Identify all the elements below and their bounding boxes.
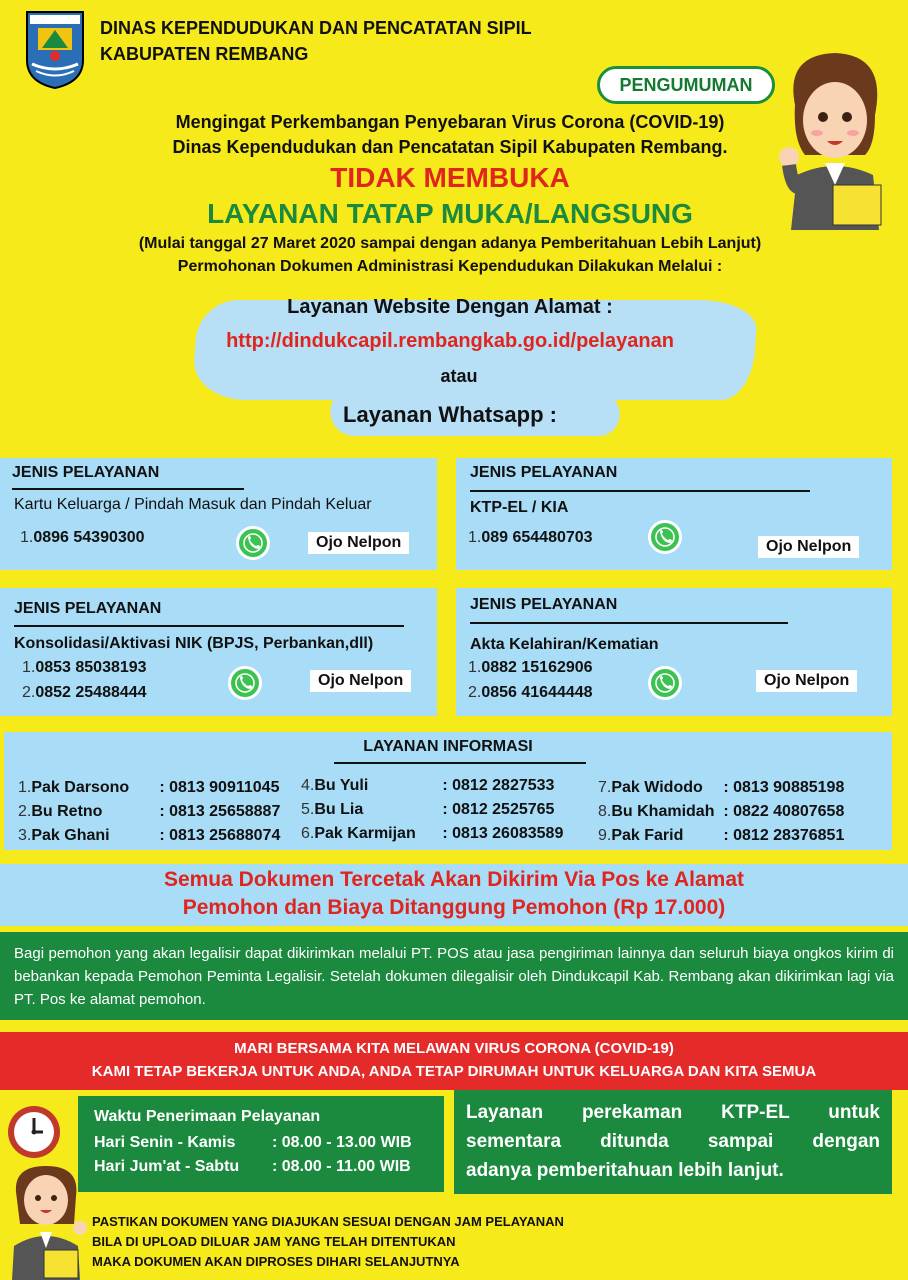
phone-number[interactable]: : 0812 2827533 bbox=[442, 777, 555, 794]
post-notice-box bbox=[0, 864, 908, 926]
contact-row: 3.Pak Ghani : 0813 25688074 bbox=[18, 827, 281, 844]
phone-number[interactable]: 089 654480703 bbox=[481, 529, 593, 546]
ojo-nelpon-label: Ojo Nelpon bbox=[758, 536, 859, 558]
list-index: 1. bbox=[22, 659, 36, 676]
hours-row2-day: Hari Jum'at - Sabtu bbox=[94, 1158, 240, 1175]
phone-number[interactable]: 0852 25488444 bbox=[35, 684, 147, 701]
contact-row: 4.Bu Yuli : 0812 2827533 bbox=[301, 777, 555, 794]
announcement-line2: Dinas Kependudukan dan Pencatatan Sipil Kabupaten Rembang. bbox=[172, 137, 728, 157]
service-header: JENIS PELAYANAN bbox=[12, 464, 160, 481]
service-name: Akta Kelahiran/Kematian bbox=[470, 636, 659, 653]
service-name: Konsolidasi/Aktivasi NIK (BPJS, Perbankan,dll) bbox=[14, 635, 374, 652]
hours-box bbox=[78, 1096, 444, 1192]
campaign-line2: KAMI TETAP BEKERJA UNTUK ANDA, ANDA TETAP DIRUMAH UNTUK KELUARGA DAN KITA SEMUA bbox=[91, 1063, 817, 1080]
hours-row2-time: : 08.00 - 11.00 WIB bbox=[272, 1158, 411, 1175]
service-name: KTP-EL / KIA bbox=[470, 499, 569, 516]
service-box-nik bbox=[0, 588, 437, 716]
legalisir-text: Bagi pemohon yang akan legalisir dapat dikirimkan melalui PT. POS atau jasa pengiriman lainnya dan seluruh biaya ongkos kirim di bebankan kepada Pemohon Peminta Legalisir. Setelah dokumen dilegalisir oleh Dindukcapil Kab. Rembang akan dikirimkan lagi via PT. Pos ke alamat pemohon. bbox=[14, 945, 894, 1008]
contact-row: 5.Bu Lia : 0812 2525765 bbox=[301, 801, 555, 818]
ktp-notice-box bbox=[454, 1090, 892, 1194]
phone-number[interactable]: : 0813 90911045 bbox=[159, 779, 280, 796]
org-name-line2: KABUPATEN REMBANG bbox=[100, 44, 309, 64]
phone-number[interactable]: 0853 85038193 bbox=[35, 659, 147, 676]
service-box-akta bbox=[456, 588, 892, 716]
header-underline bbox=[470, 622, 788, 624]
list-index: 1. bbox=[20, 529, 34, 546]
hours-title: Waktu Penerimaan Pelayanan bbox=[94, 1108, 321, 1125]
phone-number[interactable]: 0882 15162906 bbox=[481, 659, 593, 676]
rembang-logo bbox=[24, 8, 86, 90]
list-index: 1. bbox=[468, 529, 482, 546]
service-period: (Mulai tanggal 27 Maret 2020 sampai dengan adanya Pemberitahuan Lebih Lanjut) bbox=[138, 235, 762, 252]
header-underline bbox=[470, 490, 810, 492]
service-box-kk bbox=[0, 458, 437, 570]
list-index: 2. bbox=[22, 684, 36, 701]
ojo-nelpon-label: Ojo Nelpon bbox=[308, 532, 409, 554]
phone-number[interactable]: : 0813 25688074 bbox=[159, 827, 281, 844]
phone-number[interactable]: : 0812 28376851 bbox=[723, 827, 845, 844]
whatsapp-icon[interactable] bbox=[648, 666, 682, 700]
service-header: JENIS PELAYANAN bbox=[14, 600, 162, 617]
info-title: LAYANAN INFORMASI bbox=[363, 738, 533, 755]
service-via: Permohonan Dokumen Administrasi Kependudukan Dilakukan Melalui : bbox=[177, 258, 723, 275]
list-index: 1. bbox=[468, 659, 482, 676]
whatsapp-icon[interactable] bbox=[228, 666, 262, 700]
post-notice-line2: Pemohon dan Biaya Ditanggung Pemohon (Rp 17.000) bbox=[182, 896, 726, 919]
info-title-underline bbox=[334, 762, 586, 764]
phone-number[interactable]: : 0812 2525765 bbox=[442, 801, 555, 818]
footer-line1: PASTIKAN DOKUMEN YANG DIAJUKAN SESUAI DENGAN JAM PELAYANAN bbox=[92, 1214, 564, 1229]
hours-row1-day: Hari Senin - Kamis bbox=[94, 1134, 236, 1151]
ojo-nelpon-label: Ojo Nelpon bbox=[310, 670, 411, 692]
or-label: atau bbox=[440, 366, 478, 386]
contact-row: 8.Bu Khamidah : 0822 40807658 bbox=[598, 803, 845, 820]
website-label: Layanan Website Dengan Alamat : bbox=[287, 296, 613, 318]
header-underline bbox=[14, 625, 404, 627]
phone-number[interactable]: : 0813 90885198 bbox=[723, 779, 845, 796]
service-name: Kartu Keluarga / Pindah Masuk dan Pindah Keluar bbox=[14, 496, 372, 513]
ktp-notice-line3: adanya pemberitahuan lebih lanjut. bbox=[466, 1160, 784, 1181]
phone-number[interactable]: : 0822 40807658 bbox=[723, 803, 845, 820]
info-box bbox=[4, 732, 892, 850]
contact-row: 6.Pak Karmijan : 0813 26083589 bbox=[301, 825, 564, 842]
headline-red: TIDAK MEMBUKA bbox=[330, 162, 570, 193]
announcement-line1: Mengingat Perkembangan Penyebaran Virus Corona (COVID-19) bbox=[175, 112, 725, 132]
phone-number[interactable]: 0856 41644448 bbox=[481, 684, 593, 701]
service-header: JENIS PELAYANAN bbox=[470, 464, 618, 481]
ojo-nelpon-label: Ojo Nelpon bbox=[756, 670, 857, 692]
headline-green: LAYANAN TATAP MUKA/LANGSUNG bbox=[207, 198, 693, 229]
campaign-banner bbox=[0, 1032, 908, 1090]
service-box-ktp bbox=[456, 458, 892, 570]
org-name-line1: DINAS KEPENDUDUKAN DAN PENCATATAN SIPIL bbox=[100, 18, 532, 38]
header-underline bbox=[12, 488, 244, 490]
phone-number[interactable]: : 0813 25658887 bbox=[159, 803, 281, 820]
website-url-link[interactable]: http://dindukcapil.rembangkab.go.id/pelayanan bbox=[226, 330, 674, 352]
service-header: JENIS PELAYANAN bbox=[470, 596, 618, 613]
post-notice-line1: Semua Dokumen Tercetak Akan Dikirim Via Pos ke Alamat bbox=[163, 868, 745, 891]
list-index: 2. bbox=[468, 684, 482, 701]
ktp-notice-line1: Layanan perekaman KTP-EL untuk bbox=[466, 1102, 880, 1123]
contact-row: 1.Pak Darsono : 0813 90911045 bbox=[18, 779, 280, 796]
phone-number[interactable]: 0896 54390300 bbox=[33, 529, 145, 546]
contact-row: 9.Pak Farid : 0812 28376851 bbox=[598, 827, 845, 844]
contact-row: 2.Bu Retno : 0813 25658887 bbox=[18, 803, 281, 820]
whatsapp-icon[interactable] bbox=[236, 526, 270, 560]
announcement-badge: PENGUMUMAN bbox=[597, 66, 775, 104]
footer-line3: MAKA DOKUMEN AKAN DIPROSES DIHARI SELANJUTNYA bbox=[92, 1254, 460, 1269]
campaign-line1: MARI BERSAMA KITA MELAWAN VIRUS CORONA (COVID-19) bbox=[234, 1040, 674, 1057]
clock-icon bbox=[6, 1104, 62, 1160]
legalisir-box bbox=[0, 932, 908, 1020]
whatsapp-label: Layanan Whatsapp : bbox=[343, 402, 557, 427]
phone-number[interactable]: : 0813 26083589 bbox=[442, 825, 564, 842]
small-woman-illustration bbox=[4, 1162, 90, 1280]
footer-line2: BILA DI UPLOAD DILUAR JAM YANG TELAH DITENTUKAN bbox=[92, 1234, 456, 1249]
ktp-notice-line2: sementara ditunda sampai dengan bbox=[466, 1131, 880, 1152]
whatsapp-icon[interactable] bbox=[648, 520, 682, 554]
contact-row: 7.Pak Widodo : 0813 90885198 bbox=[598, 779, 845, 796]
hours-row1-time: : 08.00 - 13.00 WIB bbox=[272, 1134, 412, 1151]
